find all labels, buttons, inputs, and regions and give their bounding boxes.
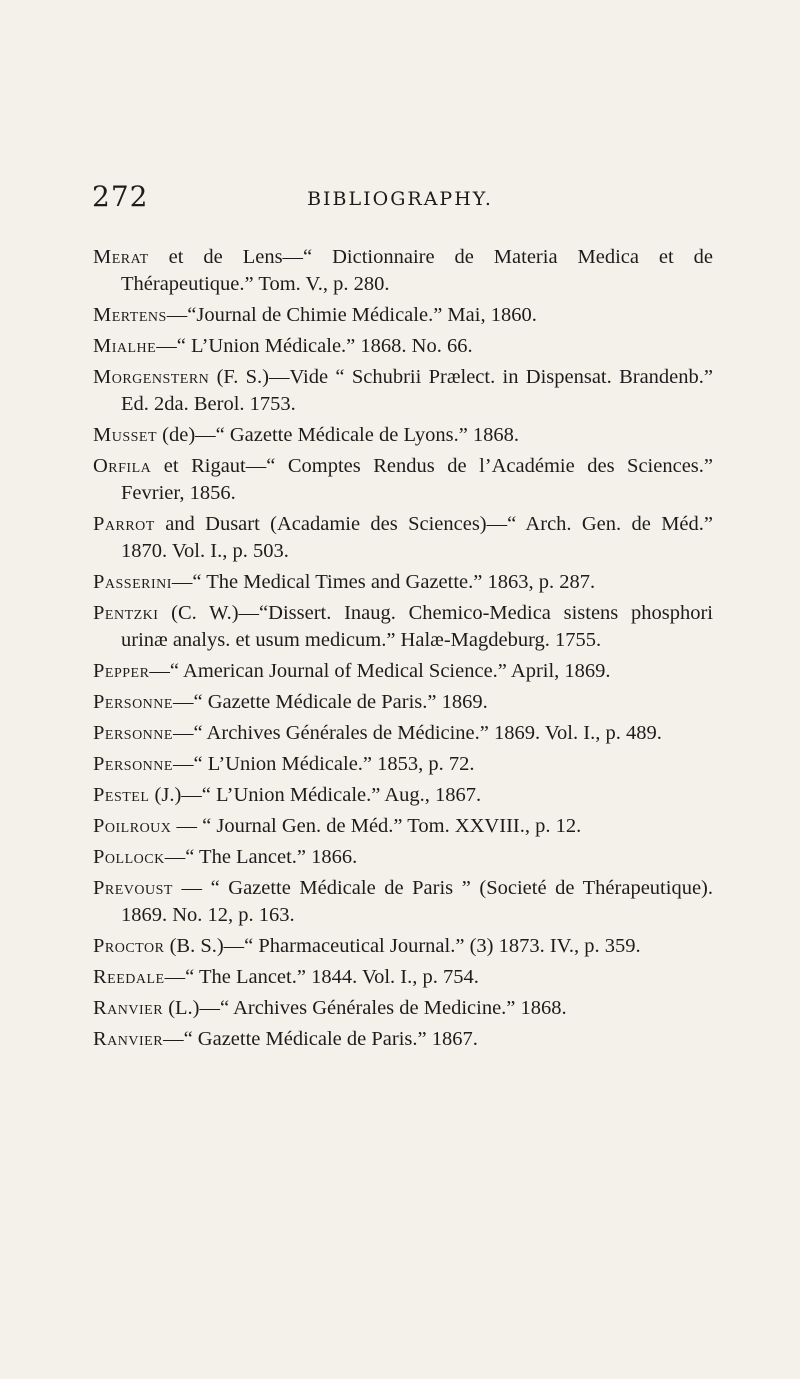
- bibliography-entry: [93, 782, 713, 809]
- entry-author: Reedale: [93, 966, 165, 988]
- bibliography-entry: [93, 658, 713, 685]
- entry-author: Orfila: [93, 455, 152, 477]
- entry-author: Merat: [93, 246, 149, 268]
- bibliography-entry: [93, 364, 713, 418]
- entry-author: Passerini: [93, 571, 172, 593]
- entry-author: Pestel: [93, 784, 150, 806]
- bibliography-entry: [93, 964, 713, 991]
- entry-author: Personne: [93, 722, 173, 744]
- entry-text: —“ The Lancet.” 1844. Vol. I., p. 754.: [164, 966, 479, 988]
- entry-text: —“ L’Union Médicale.” 1853, p. 72.: [172, 753, 475, 775]
- page-number: 272: [92, 180, 149, 213]
- bibliography-entry: [93, 813, 713, 840]
- bibliography-entry: [93, 933, 713, 960]
- entry-text: and Dusart (Acadamie des Sciences)—“ Arch. Gen. de Méd.” 1870. Vol. I., p. 503.: [121, 513, 713, 562]
- bibliography-entry: [93, 1026, 713, 1053]
- entry-text: (B. S.)—“ Pharmaceutical Journal.” (3) 1873. IV., p. 359.: [164, 935, 641, 957]
- entry-author: Personne: [93, 753, 173, 775]
- bibliography-entry: [93, 875, 713, 929]
- bibliography-entry: [93, 689, 713, 716]
- entry-text: —“ L’Union Médicale.” 1868. No. 66.: [156, 335, 473, 357]
- bibliography-entry: [93, 244, 713, 298]
- entry-author: Poilroux: [93, 815, 172, 837]
- entry-author: Proctor: [93, 935, 165, 957]
- entry-text: —“ The Medical Times and Gazette.” 1863, p. 287.: [171, 571, 596, 593]
- entry-author: Morgenstern: [93, 366, 210, 388]
- bibliography-entry: [93, 333, 713, 360]
- entry-author: Pollock: [93, 846, 165, 868]
- bibliography-entry: [93, 453, 713, 507]
- entry-author: Mialhe: [93, 335, 157, 357]
- bibliography-entry: [93, 511, 713, 565]
- running-head: BIBLIOGRAPHY.: [307, 188, 493, 210]
- entry-text: —“Journal de Chimie Médicale.” Mai, 1860.: [166, 304, 537, 326]
- entry-author: Ranvier: [93, 997, 164, 1019]
- entry-text: —“ The Lancet.” 1866.: [164, 846, 358, 868]
- entry-text: (C. W.)—“Dissert. Inaug. Chemico-Medica sistens phosphori urinæ analys. et usum medicum.” Halæ-Magdeburg. 1755.: [121, 602, 713, 651]
- entry-text: —“ Archives Générales de Médicine.” 1869. Vol. I., p. 489.: [172, 722, 662, 744]
- entry-text: (L.)—“ Archives Générales de Medicine.” 1868.: [163, 997, 567, 1019]
- bibliography-entry: [93, 995, 713, 1022]
- entry-author: Parrot: [93, 513, 155, 535]
- bibliography-entry: [93, 422, 713, 449]
- entry-text: et de Lens—“ Dictionnaire de Materia Medica et de Thérapeutique.” Tom. V., p. 280.: [121, 246, 713, 295]
- bibliography-entry: [93, 844, 713, 871]
- entry-author: Musset: [93, 424, 158, 446]
- bibliography-list: [93, 244, 713, 1057]
- entry-text: — “ Gazette Médicale de Paris ” (Societé de Thérapeutique). 1869. No. 12, p. 163.: [121, 877, 713, 926]
- entry-text: —“ American Journal of Medical Science.” April, 1869.: [149, 660, 611, 682]
- entry-text: —“ Gazette Médicale de Paris.” 1867.: [163, 1028, 478, 1050]
- entry-author: Pepper: [93, 660, 150, 682]
- bibliography-entry: [93, 600, 713, 654]
- entry-text: —“ Gazette Médicale de Paris.” 1869.: [172, 691, 488, 713]
- entry-text: (J.)—“ L’Union Médicale.” Aug., 1867.: [149, 784, 482, 806]
- entry-author: Mertens: [93, 304, 167, 326]
- bibliography-entry: [93, 751, 713, 778]
- bibliography-entry: [93, 302, 713, 329]
- entry-author: Ranvier: [93, 1028, 164, 1050]
- bibliography-entry: [93, 569, 713, 596]
- entry-author: Prevoust: [93, 877, 173, 899]
- entry-text: et Rigaut—“ Comptes Rendus de l’Académie des Sciences.” Fevrier, 1856.: [121, 455, 713, 504]
- entry-text: — “ Journal Gen. de Méd.” Tom. XXVIII., p. 12.: [171, 815, 582, 837]
- entry-author: Pentzki: [93, 602, 159, 624]
- entry-text: (de)—“ Gazette Médicale de Lyons.” 1868.: [157, 424, 520, 446]
- bibliography-entry: [93, 720, 713, 747]
- entry-text: (F. S.)—Vide “ Schubrii Prælect. in Dispensat. Brandenb.” Ed. 2da. Berol. 1753.: [121, 366, 713, 415]
- entry-author: Personne: [93, 691, 173, 713]
